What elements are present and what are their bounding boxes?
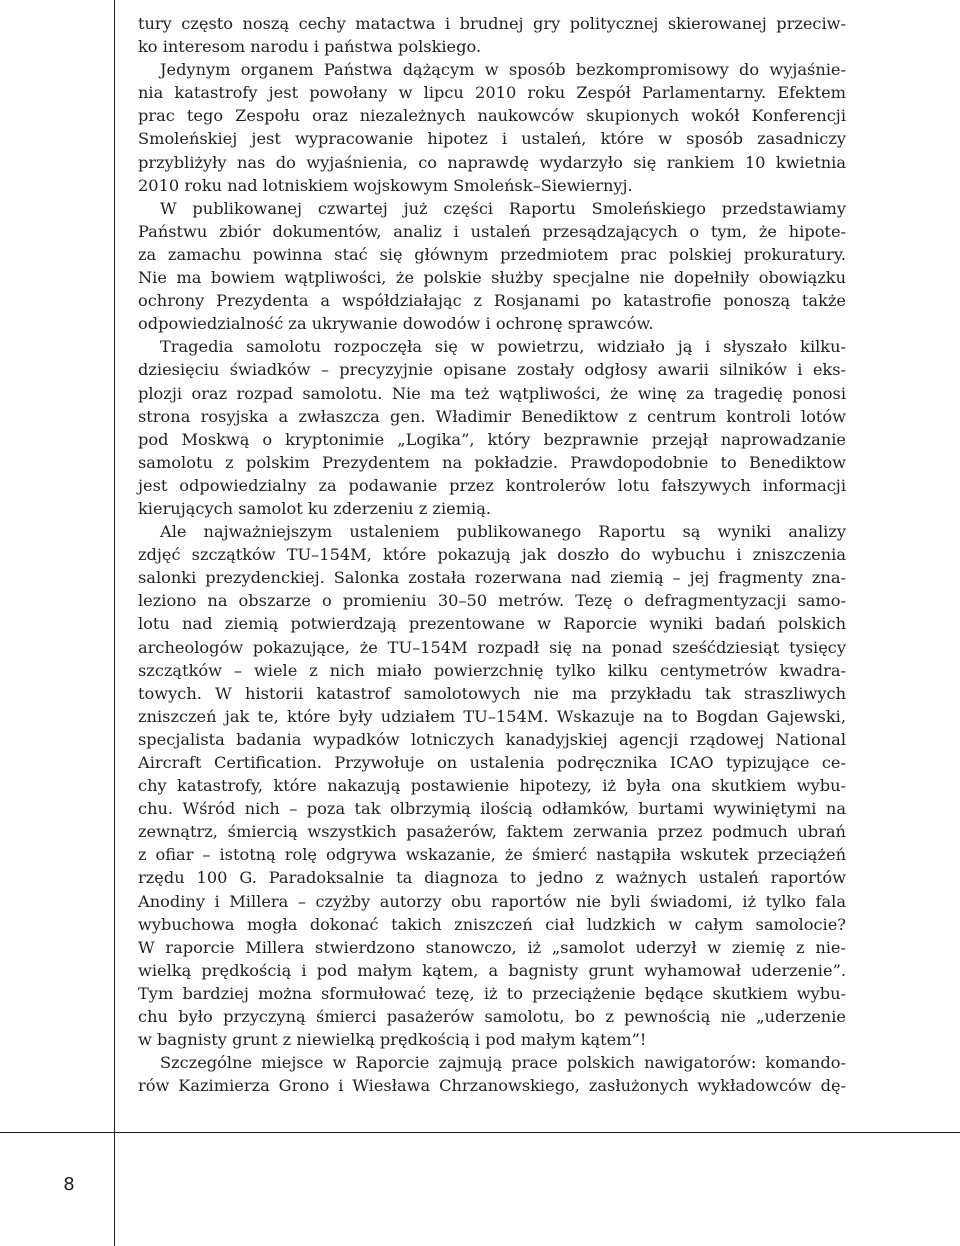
text-line: rów Kazimierza Grono i Wiesława Chrzanowskiego, zasłużonych wykładowców dę- bbox=[138, 1076, 846, 1096]
text-line: W publikowanej czwartej już części Raportu Smoleńskiego przedstawiamy bbox=[160, 198, 846, 218]
text-line: strona rosyjska a zwłaszcza gen. Władimir Benediktow z centrum kontroli lotów bbox=[138, 406, 846, 426]
text-line: Nie ma bowiem wątpliwości, że polskie służby specjalne nie dopełniły obowiązku bbox=[138, 268, 846, 288]
text-line: chy katastrofy, które nakazują postawienie hipotezy, iż była ona skutkiem wybu- bbox=[138, 776, 846, 796]
text-line: wielką prędkością i pod małym kątem, a bagnisty grunt wyhamował uderzenie”. bbox=[138, 960, 846, 980]
text-line: chu było przyczyną śmierci pasażerów samolotu, bo z pewnością nie „uderzenie bbox=[138, 1007, 846, 1027]
text-line: Ale najważniejszym ustaleniem publikowanego Raportu są wyniki analizy bbox=[160, 522, 846, 542]
text-line: z ofiar – istotną rolę odgrywa wskazanie, że śmierć nastąpiła wskutek przeciążeń bbox=[138, 845, 846, 865]
text-line: w bagnisty grunt z niewielką prędkością i pod małym kątem”! bbox=[138, 1030, 647, 1050]
text-line: ochrony Prezydenta a współdziałając z Rosjanami po katastrofie ponoszą także bbox=[138, 291, 846, 311]
body-text bbox=[138, 12, 846, 1097]
text-line: Smoleńskiej jest wypracowanie hipotez i ustaleń, które w sposób zasadniczy bbox=[138, 129, 846, 149]
text-line: samolotu z polskim Prezydentem na pokładzie. Prawdopodobnie to Benediktow bbox=[138, 452, 846, 472]
text-line: chu. Wśród nich – poza tak olbrzymią ilością odłamków, burtami wywiniętymi na bbox=[138, 799, 846, 819]
text-line: zewnątrz, śmiercią wszystkich pasażerów, faktem zerwania przez podmuch ubrań bbox=[138, 822, 846, 842]
text-line: zdjęć szczątków TU–154M, które pokazują jak doszło do wybuchu i zniszczenia bbox=[138, 545, 846, 565]
text-line: leziono na obszarze o promieniu 30–50 metrów. Tezę o defragmentyzacji samo- bbox=[138, 591, 846, 611]
text-line: rzędu 100 G. Paradoksalnie ta diagnoza to jedno z ważnych ustaleń raportów bbox=[138, 868, 846, 888]
page-number: 8 bbox=[63, 1174, 75, 1195]
text-line: Szczególne miejsce w Raporcie zajmują prace polskich nawigatorów: komando- bbox=[160, 1053, 846, 1073]
text-line: nia katastrofy jest powołany w lipcu 2010 roku Zespół Parlamentarny. Efektem bbox=[138, 83, 846, 103]
text-line: salonki prezydenckiej. Salonka została rozerwana nad ziemią – jej fragmenty zna- bbox=[138, 568, 846, 588]
text-line: W raporcie Millera stwierdzono stanowczo, iż „samolot uderzył w ziemię z nie- bbox=[138, 937, 846, 957]
text-line: jest odpowiedzialny za podawanie przez kontrolerów lotu fałszywych informacji bbox=[138, 475, 846, 495]
text-line: pod Moskwą o kryptonimie „Logika”, który bezprawnie przejął naprowadzanie bbox=[138, 429, 846, 449]
text-line: prac tego Zespołu oraz niezależnych naukowców skupionych wokół Konferencji bbox=[138, 106, 846, 126]
left-margin-rule bbox=[114, 0, 115, 1246]
text-line: Tragedia samolotu rozpoczęła się w powietrzu, widziało ją i słyszało kilku- bbox=[160, 337, 846, 357]
text-line: szczątków – wiele z nich miało powierzchnię tylko kilku centymetrów kwadra- bbox=[138, 660, 846, 680]
text-line: kierujących samolot ku zderzeniu z ziemią. bbox=[138, 498, 492, 518]
text-line: tury często noszą cechy matactwa i brudnej gry politycznej skierowanej przeciw- bbox=[138, 14, 846, 33]
text-line: Tym bardziej można sformułować tezę, iż to przeciążenie będące skutkiem wybu- bbox=[138, 983, 846, 1003]
text-line: przybliżyły nas do wyjaśnienia, co naprawdę wydarzyło się rankiem 10 kwietnia bbox=[138, 152, 846, 172]
text-line: 2010 roku nad lotniskiem wojskowym Smoleńsk–Siewiernyj. bbox=[138, 175, 633, 195]
text-line: Jedynym organem Państwa dążącym w sposób bezkompromisowy do wyjaśnie- bbox=[160, 60, 846, 80]
footer-rule bbox=[0, 1132, 960, 1133]
text-line: zniszczeń jak te, które były udziałem TU–154M. Wskazuje na to Bogdan Gajewski, bbox=[138, 706, 846, 726]
text-line: wybuchowa mogła dokonać takich zniszczeń ciał ludzkich w całym samolocie? bbox=[138, 914, 846, 934]
text-line: odpowiedzialność za ukrywanie dowodów i ochronę sprawców. bbox=[138, 314, 654, 334]
text-line: dziesięciu świadków – precyzyjnie opisane zostały odgłosy awarii silników i eks- bbox=[138, 360, 846, 380]
text-line: ko interesom narodu i państwa polskiego. bbox=[138, 37, 482, 57]
text-line: lotu nad ziemią potwierdzają prezentowane w Raporcie wyniki badań polskich bbox=[138, 614, 846, 634]
text-line: Anodiny i Millera – czyżby autorzy obu raportów nie byli świadomi, iż tylko fala bbox=[138, 891, 846, 911]
text-line: specjalista badania wypadków lotniczych kanadyjskiej agencji rządowej National bbox=[138, 729, 846, 749]
text-line: towych. W historii katastrof samolotowych nie ma przykładu tak straszliwych bbox=[138, 683, 846, 703]
text-line: archeologów pokazujące, że TU–154M rozpadł się na ponad sześćdziesiąt tysięcy bbox=[138, 637, 846, 657]
text-line: Aircraft Certification. Przywołuje on ustalenia podręcznika ICAO typizujące ce- bbox=[138, 753, 846, 772]
text-line: plozji oraz rozpad samolotu. Nie ma też wątpliwości, że winę za tragedię ponosi bbox=[138, 383, 846, 403]
text-line: Państwu zbiór dokumentów, analiz i ustaleń przesądzających o tym, że hipote- bbox=[138, 221, 846, 241]
text-line: za zamachu powinna stać się głównym przedmiotem prac polskiej prokuratury. bbox=[138, 244, 846, 264]
